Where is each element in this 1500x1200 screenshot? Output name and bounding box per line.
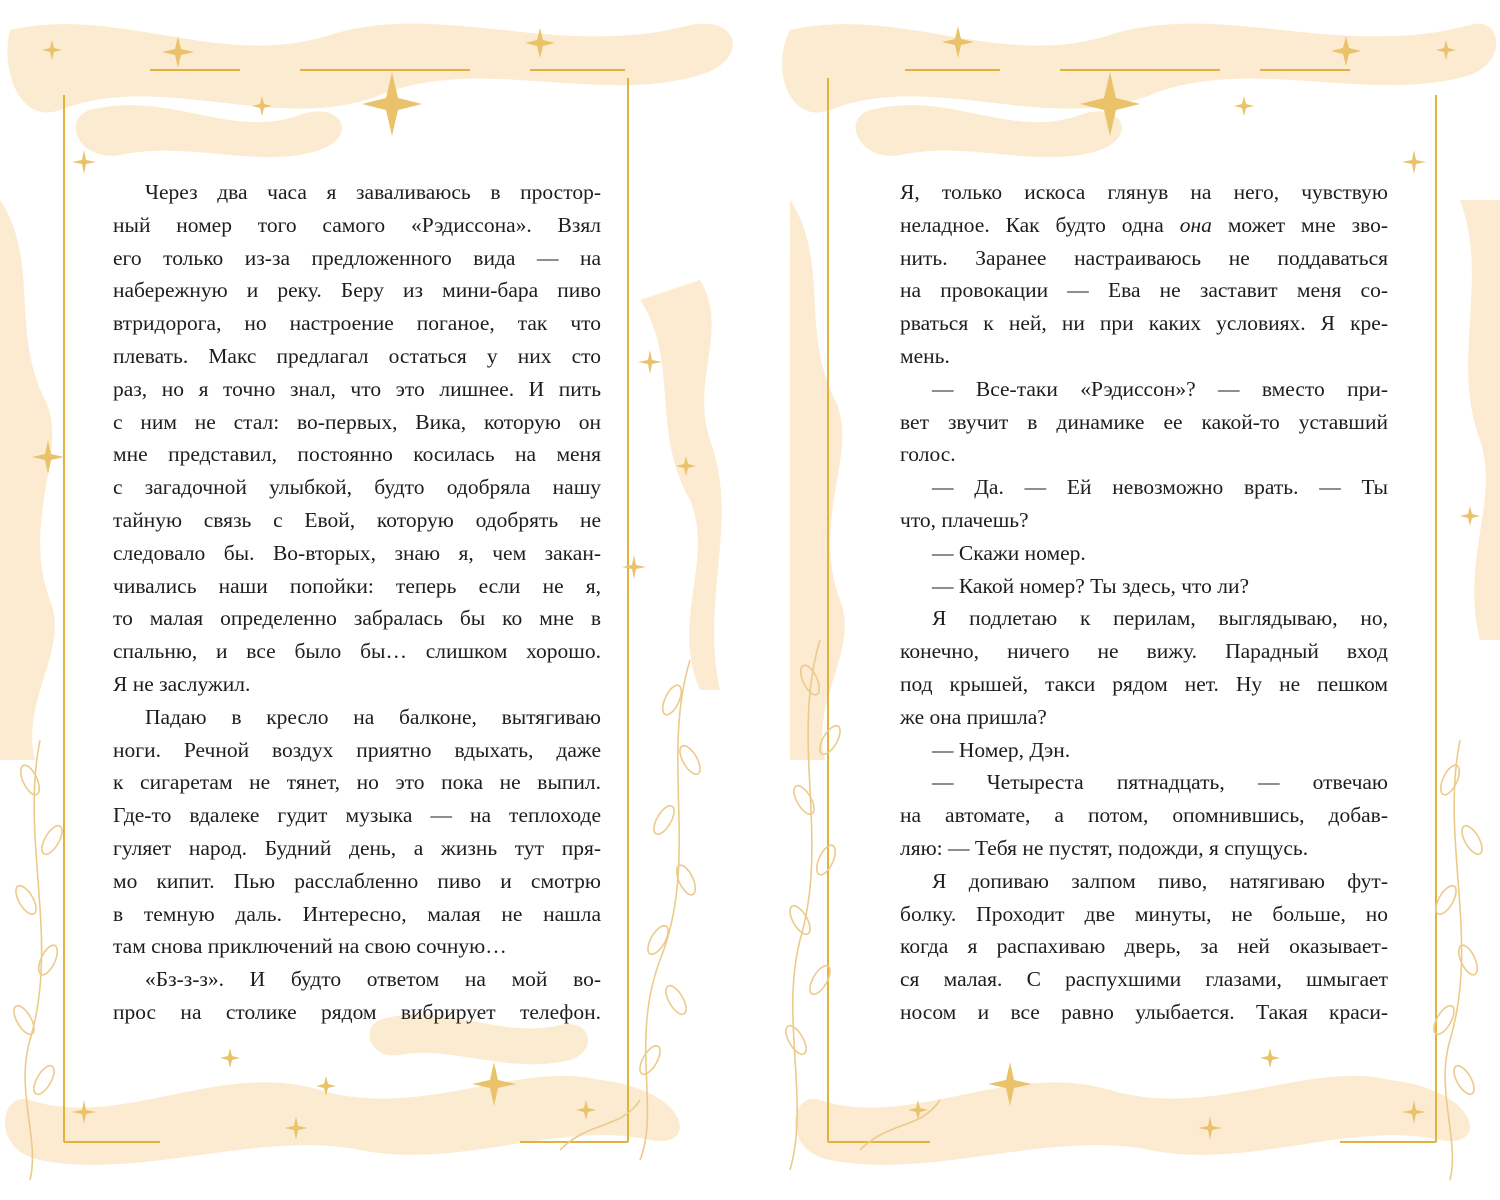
text-line: под крышей, такси рядом нет. Ну не пешком [900,671,1388,696]
text-line: чивались наши попойки: теперь если не я, [113,573,601,598]
text-line: к сигаретам не тянет, но это пока не выпил. [113,770,601,795]
text-line: — Скажи номер. [932,540,1086,565]
text-line: «Бз-з-з». И будто ответом на мой во- [145,967,601,992]
text-line: на автомате, а потом, опомнившись, добав- [900,803,1388,828]
text-line: — Да. — Ей невозможно врать. — Ты [932,475,1388,500]
text-fragment: может мне зво- [1211,212,1388,237]
text-line: вет звучит в динамике ее какой-то уставший [900,409,1388,434]
text-line [900,209,1388,242]
text-line: Я подлетаю к перилам, выглядываю, но, [932,606,1388,631]
text-line: ноги. Речной воздух приятно вдыхать, даже [113,737,601,762]
text-line: в темную даль. Интересно, малая не нашла [113,901,601,926]
text-line: ляю: — Тебя не пустят, подожди, я спущусь. [900,835,1309,860]
text-line: — Четыреста пятнадцать, — отвечаю [932,770,1388,795]
text-line: что, плачешь? [900,507,1029,532]
text-line: голос. [900,442,956,467]
text-line: мне представил, постоянно косилась на меня [113,442,601,467]
text-line: спальню, и все было бы… слишком хорошо. [113,639,601,664]
text-fragment: неладное. Как будто одна [900,212,1180,237]
text-line: плевать. Макс предлагал остаться у них сто [113,343,601,368]
text-line: — Все-таки «Рэдиссон»? — вместо при- [932,376,1388,401]
text-line: следовало бы. Во-вторых, знаю я, чем закан- [113,540,601,565]
text-line: — Какой номер? Ты здесь, что ли? [932,573,1250,598]
text-line: там снова приключений на свою сочную… [113,934,507,959]
text-line: носом и все равно улыбается. Такая краси- [900,999,1388,1024]
text-line: то малая определенно забралась бы ко мне в [113,606,601,631]
text-line: набережную и реку. Беру из мини-бара пиво [113,278,601,303]
text-line: его только из-за предложенного вида — на [113,245,601,270]
text-line: нить. Заранее настраиваюсь не поддаваться [900,245,1388,270]
text-line: ся малая. С распухшими глазами, шмыгает [900,967,1388,992]
text-line: с загадочной улыбкой, будто одобряла нашу [113,475,601,500]
text-line: — Номер, Дэн. [932,737,1071,762]
text-line: с ним не стал: во-первых, Вика, которую он [113,409,601,434]
text-line: болку. Проходит две минуты, не больше, но [900,901,1388,926]
text-line: рваться к ней, ни при каких условиях. Я кре- [900,311,1388,336]
text-line: Я допиваю залпом пиво, натягиваю фут- [932,868,1388,893]
italic-word: она [1179,212,1212,237]
text-line: мо кипит. Пью расслабленно пиво и смотрю [113,868,601,893]
text-line: втридорога, но настроение поганое, так что [113,311,601,336]
text-line: раз, но я точно знал, что это лишнее. И пить [113,376,601,401]
text-line: ный номер того самого «Рэдиссона». Взял [113,212,601,237]
text-line: Падаю в кресло на балконе, вытягиваю [145,704,601,729]
text-line: конечно, ничего не вижу. Парадный вход [900,639,1388,664]
text-line: прос на столике рядом вибрирует телефон. [113,999,601,1024]
text-line: Я, только искоса глянув на него, чувствую [900,180,1388,204]
text-line: тайную связь с Евой, которую одобрять не [113,507,601,532]
left-page-text [113,176,601,1029]
right-page [750,0,1500,1200]
text-line: же она пришла? [900,704,1047,729]
text-line: гуляет народ. Будний день, а жизнь тут пря- [113,835,601,860]
text-line: когда я распахиваю дверь, за ней оказывает- [900,934,1388,959]
text-line: на провокации — Ева не заставит меня со- [900,278,1388,303]
text-line: Где-то вдалеке гудит музыка — на теплоходе [113,803,601,828]
right-page-text [900,176,1388,1029]
text-line: Через два часа я заваливаюсь в простор- [145,180,601,204]
text-line: мень. [900,343,950,368]
text-line: Я не заслужил. [113,671,251,696]
